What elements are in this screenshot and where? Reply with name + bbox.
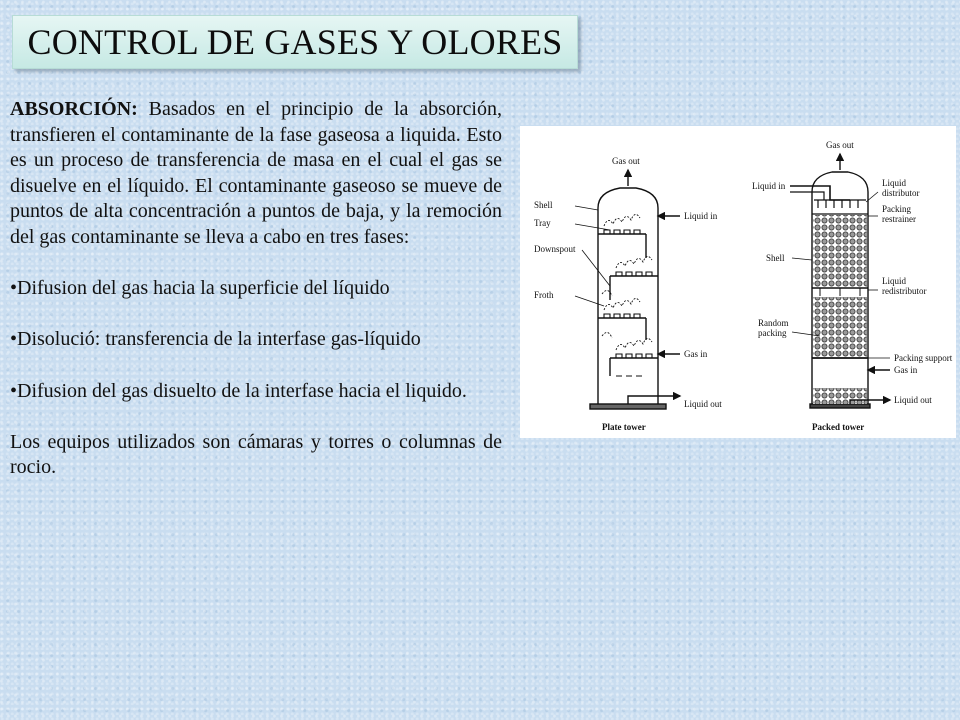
intro-text: Basados en el principio de la absorción, transfieren el contaminante de la fase gaseosa a liquida. Esto es un proceso de transferencia de masa en el cual el gas se disuelve en el líquido. El contaminante gaseoso se mueve de puntos de alta concentración a puntos de baja, y la remoción del gas contaminante se lleva a cabo en tres fases: bbox=[10, 98, 502, 248]
label-gas-out-2: Gas out bbox=[826, 140, 854, 150]
label-gas-in-2: Gas in bbox=[894, 365, 918, 375]
label-liquid-in: Liquid in bbox=[684, 211, 718, 221]
label-packing-support: Packing support bbox=[894, 353, 953, 363]
label-liquid-distributor-2: distributor bbox=[882, 188, 920, 198]
label-gas-out: Gas out bbox=[612, 156, 640, 166]
caption-plate-tower: Plate tower bbox=[602, 422, 646, 432]
page-title: CONTROL DE GASES Y OLORES bbox=[27, 22, 563, 62]
intro-paragraph bbox=[10, 97, 502, 251]
closing-paragraph: Los equipos utilizados son cámaras y torres o columnas de rocio. bbox=[10, 430, 502, 479]
label-liquid-redistributor-2: redistributor bbox=[882, 286, 927, 296]
title-box bbox=[12, 15, 578, 69]
label-liquid-out-2: Liquid out bbox=[894, 395, 932, 405]
label-random-packing-2: packing bbox=[758, 328, 787, 338]
label-liquid-redistributor-1: Liquid bbox=[882, 276, 906, 286]
tower-diagram bbox=[520, 126, 956, 438]
label-random-packing-1: Random bbox=[758, 318, 789, 328]
body-text bbox=[10, 97, 502, 507]
label-tray: Tray bbox=[534, 218, 551, 228]
plate-tower bbox=[575, 170, 680, 409]
label-packing-restrainer-1: Packing bbox=[882, 204, 911, 214]
label-packing-restrainer-2: restrainer bbox=[882, 214, 916, 224]
label-shell: Shell bbox=[534, 200, 553, 210]
label-shell-2: Shell bbox=[766, 253, 785, 263]
intro-heading: ABSORCIÓN: bbox=[10, 98, 138, 120]
label-gas-in: Gas in bbox=[684, 349, 708, 359]
bullet-1: •Difusion del gas hacia la superficie del líquido bbox=[10, 277, 390, 300]
bullet-2: •Disolució: transferencia de la interfase gas-líquido bbox=[10, 328, 421, 351]
packed-tower bbox=[790, 154, 890, 408]
bullet-3: •Difusion del gas disuelto de la interfase hacia el liquido. bbox=[10, 379, 467, 402]
label-downspout: Downspout bbox=[534, 244, 576, 254]
caption-packed-tower: Packed tower bbox=[812, 422, 865, 432]
label-liquid-out: Liquid out bbox=[684, 399, 722, 409]
label-liquid-distributor-1: Liquid bbox=[882, 178, 906, 188]
label-liquid-in-2: Liquid in bbox=[752, 181, 786, 191]
plate-tower-labels bbox=[534, 156, 722, 432]
label-froth: Froth bbox=[534, 290, 554, 300]
